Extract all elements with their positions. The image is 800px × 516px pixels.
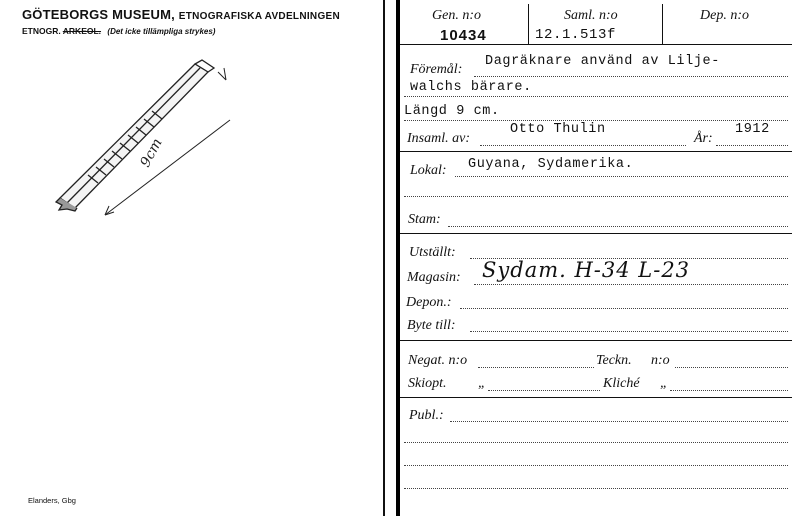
- object-sketch: [40, 50, 260, 230]
- rule-after-stam: [400, 233, 792, 234]
- langd-text: Längd 9 cm.: [404, 104, 500, 119]
- dep-label: Dep. n:o: [700, 8, 749, 23]
- lokal-label: Lokal:: [410, 163, 447, 178]
- gen-label: Gen. n:o: [432, 8, 481, 23]
- kliche-ditto: „: [660, 376, 668, 391]
- skiopt-ditto: „: [478, 376, 486, 391]
- negat-label: Negat. n:o: [408, 353, 468, 368]
- card-border-left: [396, 0, 400, 516]
- card-divider: [383, 0, 385, 516]
- magasin-label: Magasin:: [407, 270, 461, 285]
- gen-value: 10434: [440, 27, 487, 44]
- foremal-label: Föremål:: [410, 62, 463, 77]
- stam-label: Stam:: [408, 212, 441, 227]
- saml-value: 12.1.513f: [535, 27, 617, 43]
- rule-after-byte: [400, 340, 792, 341]
- ar-label: År:: [694, 131, 713, 146]
- printer-credit: Elanders, Gbg: [28, 496, 76, 505]
- byte-label: Byte till:: [407, 318, 456, 333]
- header-sep-2: [662, 4, 663, 44]
- department-name: ETNOGRAFISKA AVDELNINGEN: [178, 11, 341, 22]
- category-ethnography: ETNOGR.: [22, 26, 61, 36]
- museum-header: [22, 7, 340, 22]
- utstallt-label: Utställt:: [409, 245, 456, 260]
- category-line: [22, 26, 215, 36]
- rule-after-skiopt: [400, 397, 792, 398]
- foremal-line1: Dagräknare använd av Lilje-: [485, 54, 720, 69]
- insaml-label: Insaml. av:: [407, 131, 470, 146]
- depon-label: Depon.:: [406, 295, 452, 310]
- header-rule: [400, 44, 792, 45]
- museum-name: GÖTEBORGS MUSEUM,: [22, 7, 175, 22]
- insaml-value: Otto Thulin: [510, 122, 606, 137]
- magasin-value: Sydam. H-34 L-23: [482, 258, 691, 282]
- rule-after-insaml: [400, 151, 792, 152]
- foremal-line2: walchs bärare.: [410, 80, 532, 95]
- saml-label: Saml. n:o: [564, 8, 618, 23]
- category-note: (Det icke tillämpliga strykes): [107, 27, 216, 36]
- lokal-value: Guyana, Sydamerika.: [468, 157, 634, 172]
- measure-label: 9cm: [137, 135, 166, 170]
- header-sep-1: [528, 4, 529, 44]
- ar-value: 1912: [735, 122, 770, 137]
- teckn-no-label: n:o: [651, 353, 670, 368]
- publ-label: Publ.:: [409, 408, 444, 423]
- teckn-label: Teckn.: [596, 353, 632, 368]
- category-archaeology-struck: ARKEOL.: [62, 26, 102, 36]
- kliche-label: Kliché: [603, 376, 640, 391]
- skiopt-label: Skiopt.: [408, 376, 447, 391]
